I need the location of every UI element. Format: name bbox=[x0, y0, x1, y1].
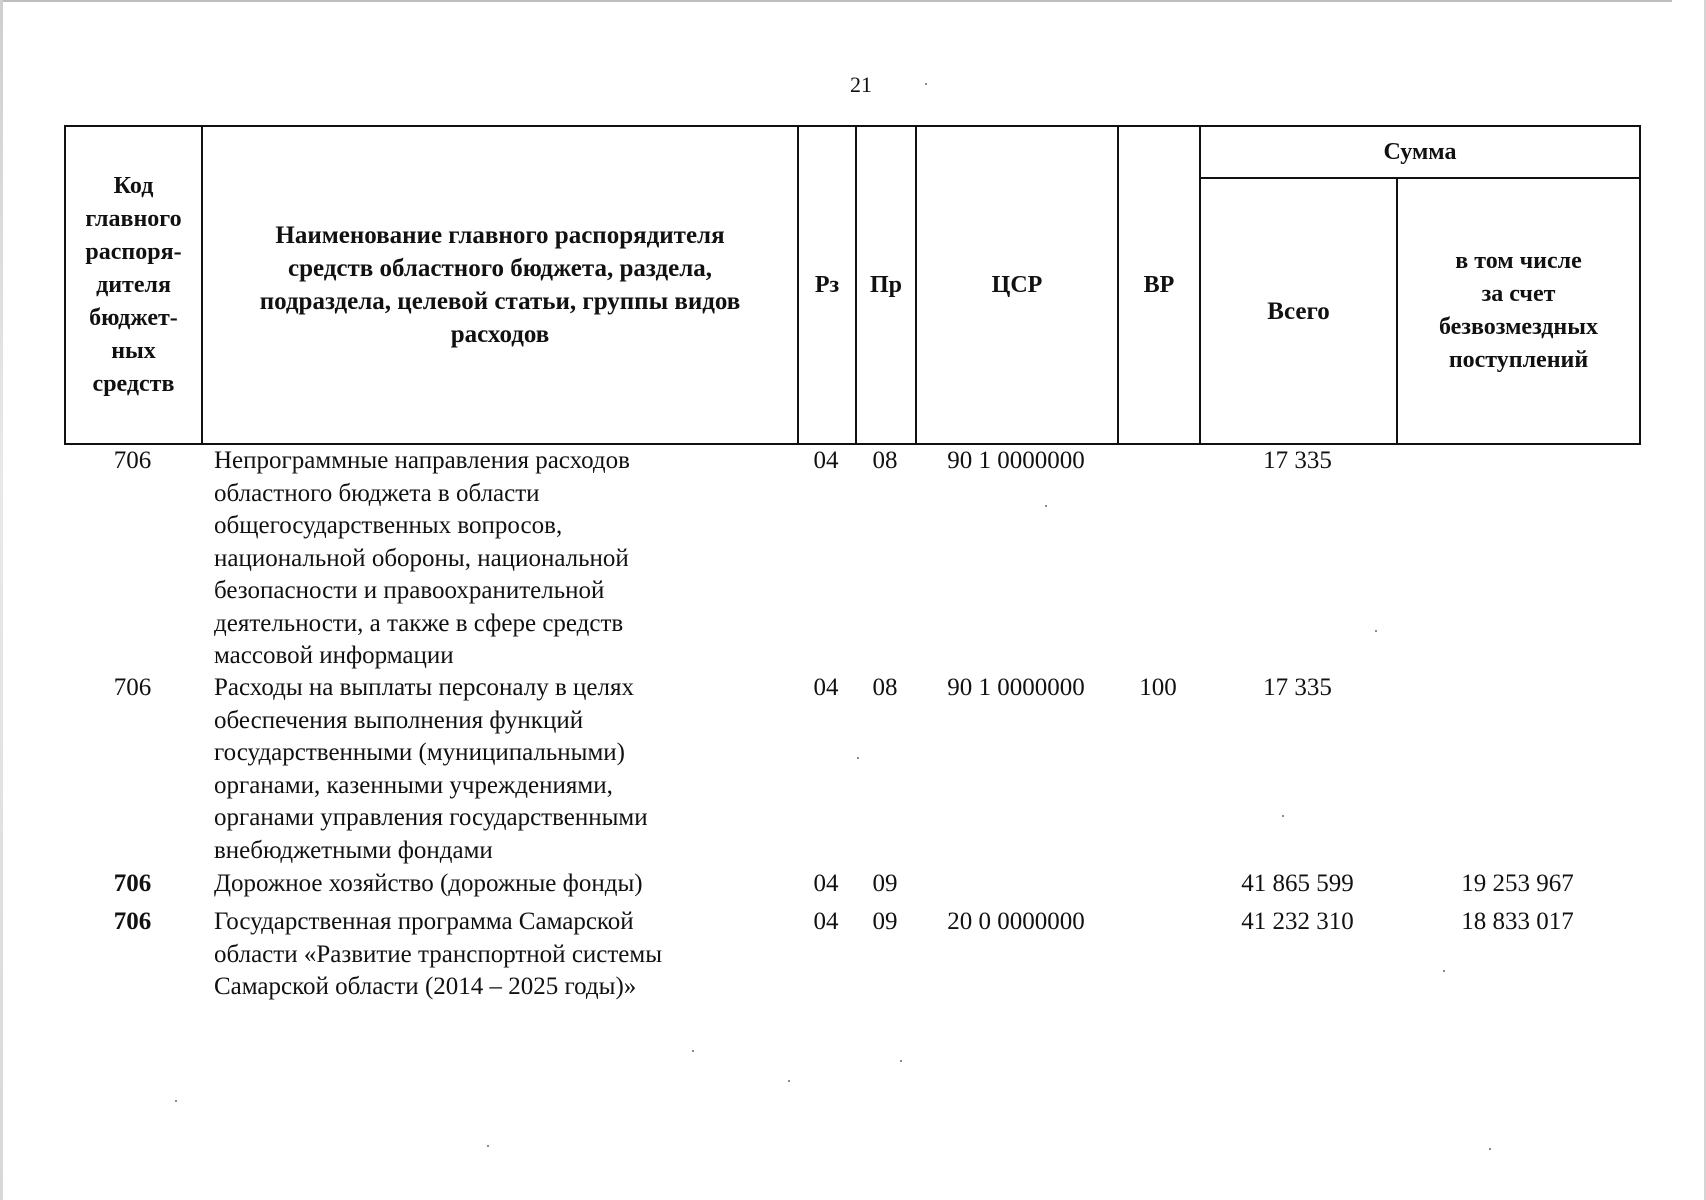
row-kod: 706 bbox=[113, 447, 152, 474]
table-row bbox=[64, 445, 1639, 672]
scan-speck bbox=[487, 1145, 489, 1147]
scan-speck bbox=[788, 1080, 790, 1082]
row-kod: 706 bbox=[113, 674, 152, 701]
row-rz: 04 bbox=[813, 908, 839, 935]
row-name: Государственная программа Самарской области «Развитие транспортной системы Самарской области (2014 – 2025 годы)» bbox=[214, 908, 663, 1000]
scan-speck bbox=[1489, 1148, 1491, 1150]
scan-edge-left bbox=[0, 0, 3, 1200]
row-csr: 90 1 0000000 bbox=[947, 674, 1085, 701]
page-number: 21 bbox=[850, 72, 872, 97]
header-sum-all: Всего bbox=[1200, 178, 1397, 444]
scan-speck bbox=[900, 1060, 902, 1062]
scan-speck bbox=[1282, 815, 1284, 817]
table-header bbox=[64, 125, 1641, 445]
header-pr: Пр bbox=[856, 126, 916, 444]
row-rz: 04 bbox=[813, 447, 839, 474]
header-vr: ВР bbox=[1118, 126, 1200, 444]
scan-speck bbox=[692, 1050, 694, 1052]
header-sum: Сумма bbox=[1200, 126, 1640, 178]
row-pr: 09 bbox=[872, 870, 898, 897]
row-sum-free: 18 833 017 bbox=[1461, 908, 1574, 935]
scan-speck bbox=[175, 1100, 177, 1102]
row-name: Расходы на выплаты персоналу в целях обеспечения выполнения функций государственными (муниципальными) органами, казенными учреждениями, органами управления государственными внебюджетными фондами bbox=[214, 674, 648, 864]
row-rz: 04 bbox=[813, 870, 839, 897]
row-rz: 04 bbox=[813, 674, 839, 701]
scan-speck bbox=[1045, 505, 1047, 507]
scan-speck bbox=[1443, 970, 1445, 972]
row-pr: 08 bbox=[872, 674, 898, 701]
row-csr: 90 1 0000000 bbox=[947, 447, 1085, 474]
row-sum-free: 19 253 967 bbox=[1461, 870, 1574, 897]
row-csr: 20 0 0000000 bbox=[947, 908, 1085, 935]
row-kod: 706 bbox=[113, 908, 152, 935]
header-sum-free: в том числе за счет безвозмездных поступлений bbox=[1397, 178, 1640, 444]
row-name: Непрограммные направления расходов областного бюджета в области общегосударственных вопросов, национальной обороны, национальной безопасности и правоохранительной деятельности, а также в сфере средств массовой информации bbox=[214, 447, 630, 669]
header-rz: Рз bbox=[798, 126, 856, 444]
table-row bbox=[64, 868, 1639, 906]
row-vr: 100 bbox=[1139, 674, 1177, 701]
row-sum-all: 17 335 bbox=[1263, 674, 1332, 701]
scan-speck bbox=[925, 83, 927, 85]
row-sum-all: 41 232 310 bbox=[1241, 908, 1354, 935]
row-name: Дорожное хозяйство (дорожные фонды) bbox=[214, 870, 643, 897]
header-kod: Код главного распоря- дителя бюджет- ных средств bbox=[65, 126, 202, 444]
header-name: Наименование главного распорядителя средств областного бюджета, раздела, подраздела, целевой статьи, группы видов расходов bbox=[202, 126, 798, 444]
scan-edge-top bbox=[0, 0, 1672, 2]
table-row bbox=[64, 672, 1639, 868]
scan-speck bbox=[1375, 630, 1377, 632]
row-sum-all: 41 865 599 bbox=[1241, 870, 1354, 897]
row-pr: 08 bbox=[872, 447, 898, 474]
table-row bbox=[64, 906, 1639, 1016]
row-sum-all: 17 335 bbox=[1263, 447, 1332, 474]
row-pr: 09 bbox=[872, 908, 898, 935]
table-body bbox=[64, 445, 1639, 1016]
scan-speck bbox=[857, 757, 859, 759]
row-kod: 706 bbox=[113, 870, 152, 897]
header-csr: ЦСР bbox=[916, 126, 1118, 444]
